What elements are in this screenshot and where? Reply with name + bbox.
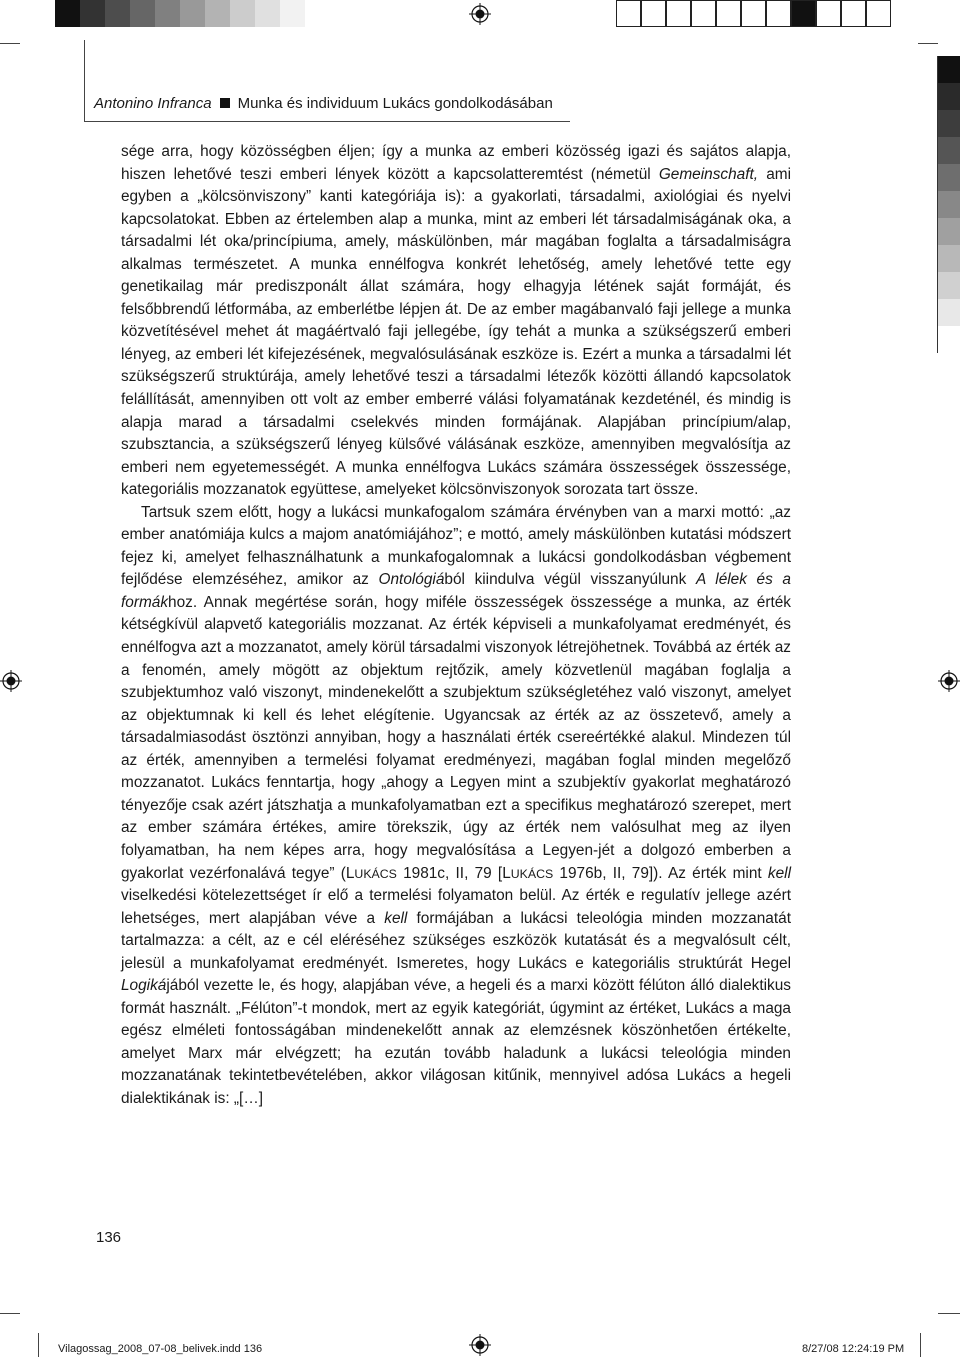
color-swatch xyxy=(280,0,305,27)
color-swatch xyxy=(937,137,960,164)
color-calibration-bar-right xyxy=(616,0,891,27)
crop-mark xyxy=(938,1313,960,1314)
color-swatch xyxy=(937,272,960,299)
color-swatch xyxy=(205,0,230,27)
registration-mark-left-icon xyxy=(0,670,22,692)
color-swatch xyxy=(937,299,960,326)
registration-mark-bottom-icon xyxy=(469,1334,491,1356)
color-swatch xyxy=(666,0,691,27)
text-run: 1976b, II, 79]). Az érték mint xyxy=(553,864,768,882)
running-head-title: Munka és individuum Lukács gondolkodásában xyxy=(237,95,553,112)
color-swatch xyxy=(230,0,255,27)
color-swatch xyxy=(866,0,891,27)
color-calibration-bar-vertical xyxy=(937,56,960,353)
footer-file-info: Vilagossag_2008_07-08_belivek.indd 136 xyxy=(58,1343,263,1355)
square-bullet-icon xyxy=(220,98,230,108)
small-caps-text: UKÁCS xyxy=(354,866,397,881)
color-swatch xyxy=(937,218,960,245)
header-rule xyxy=(84,121,570,122)
color-swatch xyxy=(741,0,766,27)
crop-mark xyxy=(0,1313,20,1314)
italic-text: A lélek és a formák xyxy=(121,571,791,611)
color-swatch xyxy=(255,0,280,27)
crop-mark xyxy=(0,43,20,44)
italic-text: kell xyxy=(767,864,791,882)
running-head xyxy=(94,95,553,112)
paragraph xyxy=(121,502,791,1111)
color-swatch xyxy=(937,326,960,353)
color-swatch xyxy=(791,0,816,27)
italic-text: Gemeinschaft, xyxy=(658,165,759,183)
registration-mark-right-icon xyxy=(938,670,960,692)
color-swatch xyxy=(105,0,130,27)
color-swatch xyxy=(937,110,960,137)
color-swatch xyxy=(155,0,180,27)
color-swatch xyxy=(616,0,641,27)
color-swatch xyxy=(130,0,155,27)
italic-text: Logiká xyxy=(121,977,167,995)
text-run: 1981c, II, 79 [L xyxy=(396,864,511,882)
body-text xyxy=(121,141,791,1111)
color-swatch xyxy=(80,0,105,27)
color-swatch xyxy=(641,0,666,27)
color-swatch xyxy=(816,0,841,27)
color-calibration-bar-left xyxy=(55,0,305,27)
running-head-author: Antonino Infranca xyxy=(94,95,212,112)
text-run: sége arra, hogy közösségben éljen; így a munka az emberi közösség igazi és sajátos alapja, hiszen lehetővé teszi emberi lények között a kapcsolatteremtést (németül xyxy=(121,143,791,183)
text-run: viselkedési kötelezettséget ír elő a termelési folyamaton belül. Az érték e regulatív jellege azért lehetséges, mert alapjában véve a xyxy=(121,887,791,927)
crop-mark xyxy=(918,43,938,44)
italic-text: kell xyxy=(384,909,408,927)
text-run: ból kiindulva végül visszanyúlunk xyxy=(444,571,696,589)
text-run: hoz. Annak megértése során, hogy miféle összességek összessége a munka, az érték kétségkívül alapvető kategoriális mozzanat. Az érték képviseli a munkafolyamat eredményét, és ennélfogva azt a mozzanatot, amely körül társadalmi viszonyok létrejöhetnek. Továbbá az érték az a fenomén, amely mögött az objektum rejtőzik, amely közvetlenül magában foglalja a szubjektumhoz való viszonyt, mindenekelőtt a szubjektum szükségletéhez való viszonyt, amelyet az objektumnak ki kell és lehet elégítenie. Ugyancsak az érték az az összetevő, amely a társadalmiasodást ösztönzi annyiban, hogy a használati érték csereértékké alakul. Mindezen túl az érték, amennyiben a termelési folyamat eredményezi, magában foglal minden megelőző mozzanatot. Lukács fenntartja, hogy „ahogy a Legyen mint a szubjektív gyakorlat meghatározó tényezője csak azért játszhatja a munkafolyamatban ezt a specifikus meghatározó szerepet, mert az ember számára értékes, amire törekszik, úgy az érték nem valósulhat meg az ilyen folyamatban, ha nem képes arra, hogy megvalósítása a Legyen-jét a dolgozó emberben a gyakorlat vezérfonalává tegye” (L xyxy=(121,593,791,882)
text-run: ami egyben a „kölcsönviszony” kanti kategóriája is): a gyakorlati, társadalmi, axiológiai és nyelvi kapcsolatokat. Ebben az értelemben alap a munka, mint az emberi lét társadalmiságának oka, a társadalmi lét oka/princípiuma, amely, máskülönben, már magában foglalta a társadalmiságra alkalmas természetet. A munka ennélfogva konkrét lehetőség, amely lehetővé tette egy genetikailag már prediszponált állat számára, hogy elhagyja létének saját formáját, és felsőbbrendű létformába, az emberlétbe lépjen át. De az ember magábanvaló faji jellege a munka közvetítésével mehet át magáértvaló faji jellegébe, így tehát a munka a szükségszerű emberi lényeg, az emberi lét kifejezésének, megvalósulásának eszköze is. Ezért a munka a társadalmi lét szükségszerű struktúrája, amely lehetővé teszi a társadalmi létezők közötti állandó kapcsolatok felállítását, amennyiben ott volt az ember emberré válási folyamatának kezdeténél, és mindig is alapja marad a társadalmi cselekvés minden formájának. Alapjában princípium/alap, szubsztancia, a szükségszerű lényeg külsővé válásának eszköze, amennyiben megvalósítja az emberi nem egyetemességét. A munka ennélfogva Lukács számára összességek összessége, kategoriális mozzanatok együttese, amelyeket kölcsönviszonyok sorozata tart össze. xyxy=(121,165,791,499)
text-run: formájában a lukácsi teleológia minden mozzanatát tartalmazza: a célt, az e cél eléréséhez szükséges eszközök kutatását és a megvalósult célt, jelesül a munkafolyamat eredményét. Ismeretes, hogy Lukács e kategoriális struktúrát Hegel xyxy=(121,909,791,972)
color-swatch xyxy=(937,164,960,191)
color-swatch xyxy=(937,56,960,83)
crop-mark xyxy=(920,1333,921,1357)
paragraph xyxy=(121,141,791,502)
text-run: Tartsuk szem előtt, hogy a lukácsi munkafogalom számára érvényben van a marxi mottó: „az ember anatómiája kulcs a majom anatómiájához”; e mottó, amely máskülönben kutatási módszert fejez ki, amelyet felhasználhatunk a munkafogalomnak a lukácsi gondolkodásban végbement fejlődése elemzéséhez, amikor az xyxy=(121,503,791,589)
registration-mark-top-icon xyxy=(469,3,491,25)
color-swatch xyxy=(937,191,960,218)
page-number: 136 xyxy=(96,1229,122,1246)
color-swatch xyxy=(841,0,866,27)
crop-mark xyxy=(38,1333,39,1357)
color-swatch xyxy=(180,0,205,27)
footer-timestamp: 8/27/08 12:24:19 PM xyxy=(802,1343,905,1355)
color-swatch xyxy=(55,0,80,27)
italic-text: Ontológiá xyxy=(378,571,445,589)
color-swatch xyxy=(691,0,716,27)
color-swatch xyxy=(716,0,741,27)
small-caps-text: UKÁCS xyxy=(510,866,554,881)
header-rule-vertical xyxy=(84,40,85,122)
color-swatch xyxy=(766,0,791,27)
text-run: jából vezette le, és hogy, alapjában véve, a hegeli és a marxi között félúton álló dialektikus formát használt. „Félúton”-t mondok, mert az egyik kategóriát, úgymint az értéket, Lukács a maga egész elméleti fontosságában mindenekelőtt annak az elemzésnek köszönhetően értékelte, amelyet Marx már elvégzett; ha ezután tovább haladunk a lukácsi teleológia minden mozzanatának tekintetbevételében, akkor világosan kitűnik, mennyivel adósa Lukács a hegeli dialektikának is: „[…] xyxy=(121,977,791,1107)
color-swatch xyxy=(937,245,960,272)
color-swatch xyxy=(937,83,960,110)
